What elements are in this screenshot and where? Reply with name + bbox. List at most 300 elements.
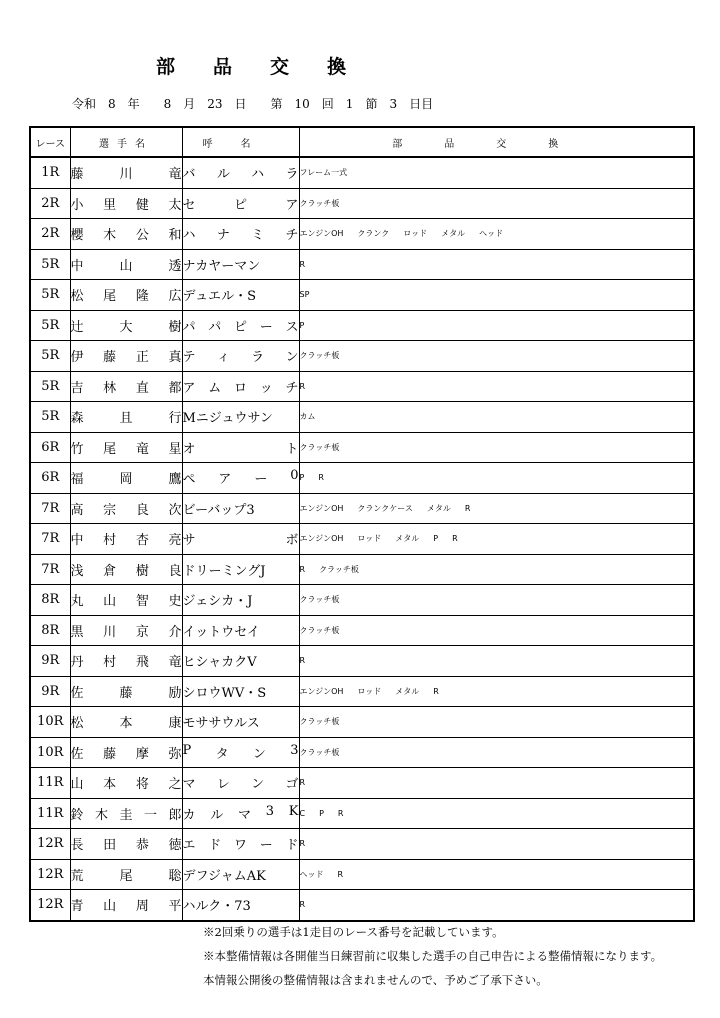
player-name-char: 松 <box>70 289 84 305</box>
part-item: R <box>299 564 306 574</box>
player-name-char: 佐 <box>70 746 84 762</box>
machine-name-part: ス <box>285 319 299 335</box>
table-row <box>30 615 694 646</box>
machine-name-part: ピ <box>233 197 247 213</box>
player-name-char: 将 <box>135 777 149 793</box>
player-name-char: 丹 <box>70 655 84 671</box>
player-name-char: 恭 <box>135 838 149 854</box>
footnotes <box>203 920 662 992</box>
machine-name-part: パ <box>208 319 222 335</box>
machine-name-part: テ <box>182 350 196 366</box>
player-name <box>70 615 182 646</box>
table-row <box>30 737 694 768</box>
player-name-char: 櫻 <box>70 228 84 244</box>
player-name-char: 弥 <box>168 746 182 762</box>
machine-name-part: 3 <box>290 742 299 758</box>
player-name-char: 健 <box>135 197 149 213</box>
machine-name-part: ア <box>218 472 232 488</box>
player-name-char: 青 <box>70 899 84 915</box>
machine-name-part: チ <box>285 228 299 244</box>
table-row <box>30 157 694 188</box>
parts-exchanged <box>299 707 694 738</box>
race-number: 11R <box>30 768 70 799</box>
machine-name-part: サ <box>182 533 196 549</box>
part-item: メタル <box>395 686 420 696</box>
player-name-char: 励 <box>168 685 182 701</box>
parts-exchanged <box>299 371 694 402</box>
player-name-char: 里 <box>103 197 117 213</box>
player-name-char: 都 <box>168 380 182 396</box>
player-name-char: 隆 <box>135 289 149 305</box>
page-title: 部品交換 <box>155 56 384 78</box>
machine-name <box>182 768 299 799</box>
race-number: 12R <box>30 859 70 890</box>
race-number: 10R <box>30 737 70 768</box>
race-number: 8R <box>30 615 70 646</box>
part-item: クラッチ板 <box>299 595 340 605</box>
machine-name <box>182 280 299 311</box>
table-row <box>30 371 694 402</box>
machine-name-part: カ <box>182 807 196 823</box>
race-number: 2R <box>30 188 70 219</box>
part-item: メタル <box>441 229 466 239</box>
part-item: R <box>299 381 306 391</box>
table-row <box>30 768 694 799</box>
machine-name <box>182 798 299 829</box>
player-name <box>70 737 182 768</box>
player-name-char: 竜 <box>168 167 182 183</box>
player-name-char: 山 <box>103 594 117 610</box>
parts-exchanged <box>299 280 694 311</box>
part-item: クランク <box>357 229 390 239</box>
part-item: ロッド <box>357 534 382 544</box>
player-name <box>70 646 182 677</box>
player-name-char: 郎 <box>168 807 182 823</box>
race-number: 1R <box>30 157 70 188</box>
player-name <box>70 798 182 829</box>
parts-exchanged <box>299 859 694 890</box>
parts-exchanged <box>299 676 694 707</box>
header-horse: 呼名 <box>182 127 299 157</box>
parts-exchanged <box>299 829 694 860</box>
machine-name <box>182 615 299 646</box>
machine-name-part: ト <box>285 441 299 457</box>
player-name <box>70 676 182 707</box>
player-name-char: 之 <box>168 777 182 793</box>
machine-name <box>182 249 299 280</box>
table-row <box>30 554 694 585</box>
machine-name-part: ボ <box>285 533 299 549</box>
footnote: 本情報公開後の整備情報は含まれませんので、予めご了承下さい。 <box>203 973 548 987</box>
table-row <box>30 463 694 494</box>
machine-name <box>182 310 299 341</box>
part-item: メタル <box>395 534 420 544</box>
table-header-row <box>30 127 694 157</box>
table-row <box>30 432 694 463</box>
machine-name-part: ロ <box>233 380 247 396</box>
part-item: ヘッド <box>479 229 504 239</box>
machine-name <box>182 463 299 494</box>
player-name-char: 倉 <box>103 563 117 579</box>
machine-name-part: ィ <box>216 350 230 366</box>
player-name <box>70 768 182 799</box>
player-name-char: 尾 <box>103 289 117 305</box>
player-name <box>70 493 182 524</box>
player-name <box>70 554 182 585</box>
player-name-char: 樹 <box>168 319 182 335</box>
machine-name <box>182 493 299 524</box>
part-item: クラッチ板 <box>299 717 340 727</box>
machine-name-part: イットウセイ <box>182 624 260 640</box>
part-item: R <box>299 259 306 269</box>
part-item: R <box>464 503 471 513</box>
race-number: 2R <box>30 219 70 250</box>
header-parts: 部品交換 <box>299 127 694 157</box>
parts-exchanged <box>299 188 694 219</box>
player-name <box>70 249 182 280</box>
machine-name-part: セ <box>182 197 196 213</box>
player-name-char: 尾 <box>119 868 133 884</box>
player-name <box>70 585 182 616</box>
player-name <box>70 524 182 555</box>
player-name-char: 次 <box>168 502 182 518</box>
table-row <box>30 341 694 372</box>
machine-name <box>182 829 299 860</box>
part-item: クラッチ板 <box>299 747 340 757</box>
part-item: P <box>433 534 439 544</box>
machine-name-part: ナ <box>216 228 230 244</box>
table-row <box>30 890 694 921</box>
machine-name-part: ワ <box>233 838 247 854</box>
race-number: 12R <box>30 890 70 921</box>
player-name-char: 高 <box>70 502 84 518</box>
player-name-char: 圭 <box>119 807 133 823</box>
machine-name-part: ア <box>182 380 196 396</box>
race-number: 5R <box>30 371 70 402</box>
parts-exchanged <box>299 890 694 921</box>
player-name <box>70 402 182 433</box>
part-item: クラッチ板 <box>299 625 340 635</box>
machine-name-part: ナカヤーマン <box>182 258 261 274</box>
table-row <box>30 280 694 311</box>
part-item: P <box>319 808 324 818</box>
machine-name <box>182 219 299 250</box>
player-name-char: 森 <box>70 411 84 427</box>
race-number: 7R <box>30 554 70 585</box>
player-name-char: 川 <box>119 167 133 183</box>
machine-name-part: シロウWV・S <box>182 685 267 701</box>
player-name-char: 太 <box>168 197 182 213</box>
parts-exchanged <box>299 402 694 433</box>
footnote: ※本整備情報は各開催当日練習前に収集した選手の自己申告による整備情報になります。 <box>203 949 663 963</box>
machine-name <box>182 341 299 372</box>
machine-name-part: ハルク・73 <box>182 899 251 915</box>
player-name <box>70 890 182 921</box>
player-name-char: 荒 <box>70 868 84 884</box>
part-item: クラッチ板 <box>299 351 340 361</box>
part-item: R <box>452 534 458 544</box>
race-number: 7R <box>30 493 70 524</box>
player-name-char: 藤 <box>103 350 117 366</box>
player-name-char: 山 <box>103 899 117 915</box>
parts-exchanged <box>299 219 694 250</box>
player-name-char: 佐 <box>70 685 84 701</box>
player-name-char: 川 <box>103 624 117 640</box>
parts-exchanged <box>299 554 694 585</box>
machine-name <box>182 188 299 219</box>
machine-name <box>182 157 299 188</box>
player-name-char: 吉 <box>70 380 84 396</box>
machine-name-part: ン <box>252 746 266 762</box>
player-name-char: 岡 <box>119 472 133 488</box>
machine-name-part: ル <box>210 807 224 823</box>
table-row <box>30 585 694 616</box>
parts-exchanged <box>299 249 694 280</box>
parts-exchanged <box>299 585 694 616</box>
player-name <box>70 280 182 311</box>
part-item: R <box>318 473 324 483</box>
player-name-char: 木 <box>103 228 117 244</box>
player-name-char: 智 <box>135 594 149 610</box>
player-name-char: 聡 <box>168 868 182 884</box>
part-item: ロッド <box>403 229 428 239</box>
part-item: ヘッド <box>299 869 324 879</box>
machine-name-part: ン <box>285 350 299 366</box>
race-number: 8R <box>30 585 70 616</box>
player-name-char: 康 <box>168 716 182 732</box>
player-name-char: 山 <box>70 777 84 793</box>
machine-name <box>182 402 299 433</box>
machine-name-part: ー <box>259 838 273 854</box>
part-item: R <box>299 656 306 666</box>
machine-name-part: ドリーミングJ <box>182 563 266 579</box>
player-name-char: 田 <box>103 838 117 854</box>
table-row <box>30 219 694 250</box>
part-item: R <box>299 900 306 910</box>
player-name-char: 福 <box>70 472 84 488</box>
player-name-char: 山 <box>119 258 133 274</box>
player-name-char: 周 <box>135 899 149 915</box>
player-name-char: 透 <box>168 258 182 274</box>
player-name-char: 木 <box>94 807 108 823</box>
part-item: エンジンOH <box>299 534 344 544</box>
player-name-char: 竜 <box>168 655 182 671</box>
parts-exchanged <box>299 157 694 188</box>
player-name-char: 和 <box>168 228 182 244</box>
machine-name-part: ン <box>251 777 265 793</box>
parts-exchange-table <box>29 126 695 922</box>
player-name <box>70 859 182 890</box>
player-name-char: 行 <box>168 411 182 427</box>
part-item: R <box>337 869 344 879</box>
table-row <box>30 493 694 524</box>
race-number: 11R <box>30 798 70 829</box>
player-name-char: 村 <box>103 533 117 549</box>
player-name-char: 鈴 <box>70 807 84 823</box>
race-number: 5R <box>30 402 70 433</box>
part-item: P <box>299 320 305 330</box>
machine-name-part: ッ <box>259 380 273 396</box>
player-name-char: 飛 <box>135 655 149 671</box>
table-row <box>30 249 694 280</box>
part-item: フレーム一式 <box>299 168 348 178</box>
machine-name-part: ー <box>259 319 273 335</box>
machine-name <box>182 371 299 402</box>
player-name-char: 星 <box>168 441 182 457</box>
parts-exchanged <box>299 493 694 524</box>
race-number: 5R <box>30 249 70 280</box>
player-name-char: 平 <box>168 899 182 915</box>
part-item: クラッチ板 <box>319 564 359 574</box>
player-name-char: 史 <box>168 594 182 610</box>
player-name-char: 竜 <box>135 441 149 457</box>
player-name-char: 中 <box>70 258 84 274</box>
player-name-char: 本 <box>119 716 133 732</box>
parts-exchanged <box>299 615 694 646</box>
part-item: SP <box>299 290 310 300</box>
race-number: 9R <box>30 676 70 707</box>
player-name-char: 長 <box>70 838 84 854</box>
parts-exchanged <box>299 646 694 677</box>
machine-name-part: デュエル・S <box>182 289 257 305</box>
machine-name-part: パ <box>182 319 196 335</box>
part-item: メタル <box>426 503 451 513</box>
parts-exchanged <box>299 524 694 555</box>
parts-exchanged <box>299 341 694 372</box>
player-name-char: 真 <box>168 350 182 366</box>
race-number: 10R <box>30 707 70 738</box>
machine-name <box>182 524 299 555</box>
machine-name-part: ビーバップ3 <box>182 502 255 518</box>
machine-name-part: ハ <box>251 167 265 183</box>
player-name <box>70 371 182 402</box>
part-item: R <box>433 686 439 696</box>
table-row <box>30 859 694 890</box>
parts-exchanged <box>299 737 694 768</box>
player-name-char: 正 <box>135 350 149 366</box>
machine-name-part: ゴ <box>285 777 299 793</box>
race-number: 6R <box>30 463 70 494</box>
machine-name-part: ー <box>254 472 268 488</box>
player-name-char: 中 <box>70 533 84 549</box>
player-name-char: 宗 <box>103 502 117 518</box>
machine-name-part: ド <box>285 838 299 854</box>
player-name-char: 亮 <box>168 533 182 549</box>
part-item: R <box>337 808 344 818</box>
player-name-char: 黒 <box>70 624 84 640</box>
player-name-char: 大 <box>119 319 133 335</box>
table-row <box>30 188 694 219</box>
machine-name-part: オ <box>182 441 196 457</box>
machine-name-part: ア <box>285 197 299 213</box>
table-row <box>30 402 694 433</box>
part-item: ロッド <box>357 686 382 696</box>
part-item: エンジンOH <box>299 686 344 696</box>
player-name <box>70 707 182 738</box>
machine-name-part: ム <box>208 380 222 396</box>
machine-name <box>182 707 299 738</box>
table-row <box>30 524 694 555</box>
event-date-line: 令和 8 年 8 月 23 日 第 10 回 1 節 3 日目 <box>72 97 434 111</box>
machine-name-part: Mニジュウサン <box>182 411 273 427</box>
machine-name <box>182 859 299 890</box>
machine-name-part: ハ <box>182 228 196 244</box>
machine-name <box>182 585 299 616</box>
part-item: カム <box>299 412 316 422</box>
machine-name-part: 0 <box>290 468 299 484</box>
machine-name-part: ミ <box>251 228 265 244</box>
player-name-char: 介 <box>168 624 182 640</box>
machine-name <box>182 432 299 463</box>
machine-name-part: 3 <box>265 803 275 819</box>
part-item: エンジンOH <box>299 503 344 513</box>
parts-exchanged <box>299 432 694 463</box>
table-body <box>30 157 694 921</box>
player-name <box>70 463 182 494</box>
machine-name-part: K <box>288 803 299 819</box>
player-name-char: 尾 <box>103 441 117 457</box>
part-item: クラッチ板 <box>299 442 340 452</box>
player-name-char: 松 <box>70 716 84 732</box>
part-item: クランクケース <box>357 503 413 513</box>
footnote: ※2回乗りの選手は1走目のレース番号を記載しています。 <box>203 925 504 939</box>
table-row <box>30 310 694 341</box>
machine-name <box>182 676 299 707</box>
player-name-char: 辻 <box>70 319 84 335</box>
player-name <box>70 341 182 372</box>
player-name-char: 竹 <box>70 441 84 457</box>
table-row <box>30 707 694 738</box>
race-number: 12R <box>30 829 70 860</box>
player-name-char: 小 <box>70 197 84 213</box>
player-name-char: 藤 <box>119 685 133 701</box>
machine-name-part: ラ <box>251 350 265 366</box>
machine-name-part: ヒシャカクV <box>182 655 257 671</box>
player-name-char: 摩 <box>135 746 149 762</box>
player-name <box>70 188 182 219</box>
player-name <box>70 219 182 250</box>
player-name-char: 京 <box>135 624 149 640</box>
player-name <box>70 829 182 860</box>
machine-name-part: バ <box>182 167 196 183</box>
table-row <box>30 676 694 707</box>
part-item: R <box>299 839 306 849</box>
machine-name-part: ラ <box>285 167 299 183</box>
player-name-char: 良 <box>168 563 182 579</box>
machine-name-part: ペ <box>182 472 196 488</box>
player-name <box>70 157 182 188</box>
player-name-char: 丸 <box>70 594 84 610</box>
player-name-char: 直 <box>135 380 149 396</box>
machine-name <box>182 890 299 921</box>
machine-name <box>182 646 299 677</box>
parts-exchanged <box>299 768 694 799</box>
race-number: 7R <box>30 524 70 555</box>
race-number: 5R <box>30 280 70 311</box>
player-name-char: 浅 <box>70 563 84 579</box>
player-name-char: 公 <box>135 228 149 244</box>
machine-name-part: モササウルス <box>182 716 260 732</box>
player-name-char: 本 <box>103 777 117 793</box>
machine-name-part: ド <box>208 838 222 854</box>
player-name <box>70 432 182 463</box>
race-number: 6R <box>30 432 70 463</box>
player-name <box>70 310 182 341</box>
parts-exchanged <box>299 463 694 494</box>
machine-name-part: タ <box>215 746 229 762</box>
player-name-char: 且 <box>119 411 133 427</box>
player-name-char: 良 <box>135 502 149 518</box>
